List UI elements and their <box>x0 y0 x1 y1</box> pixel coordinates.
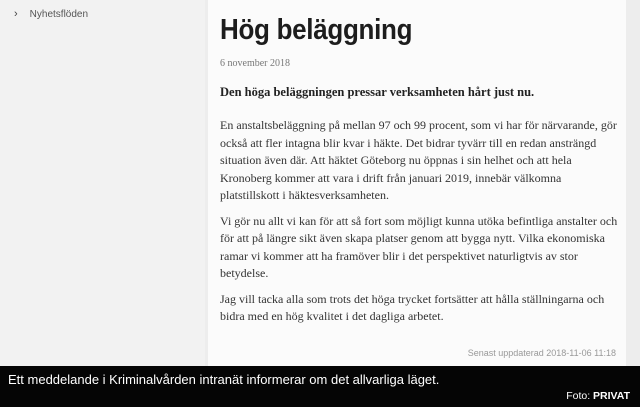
article-lead: Den höga beläggningen pressar verksamheten hårt just nu. <box>220 85 535 99</box>
article-paragraph: En anstaltsbeläggning på mellan 97 och 99 procent, som vi har för närvarande, gör också att fler intagna blir kvar i häkte. Det bidrar tyvärr till en redan ansträngd situation även där. Att häktet Göteborg nu öppnas i sin helhet och att hela Kronoberg kommer att vara i drift från januari 2019, innebär välkomna platstillskott i häktesverksamheten. <box>220 118 617 202</box>
last-updated: Senast uppdaterad 2018-11-06 11:18 <box>467 348 616 358</box>
sidebar-item-label: Nyhetsflöden <box>29 8 89 20</box>
chevron-right-icon: › <box>14 8 18 20</box>
sidebar <box>0 0 205 366</box>
article-title: Hög beläggning <box>220 12 413 46</box>
photo-credit-name: PRIVAT <box>593 390 630 402</box>
photo-caption: Ett meddelande i Kriminalvården intranät informerar om det allvarliga läget. <box>8 372 440 387</box>
photo-credit-prefix: Foto: <box>566 390 594 402</box>
article <box>208 0 626 366</box>
photo-credit <box>566 390 630 402</box>
caption-bar <box>0 366 640 407</box>
article-body <box>220 117 622 334</box>
sidebar-item-nyhetsfloden[interactable] <box>14 8 88 20</box>
article-paragraph: Vi gör nu allt vi kan för att så fort som möjligt kunna utöka befintliga anstalter och för att på längre sikt även skapa platser genom att bygga nytt. Vilka ekonomiska ramar vi kommer att ha framöver blir i det perspektivet naturligtvis av stor betydelse. <box>220 213 618 280</box>
article-paragraph: Jag vill tacka alla som trots det höga trycket fortsätter att hålla ställningarna och bidra med en hög kvalitet i det dagliga arbetet. <box>220 291 605 323</box>
article-date: 6 november 2018 <box>220 58 290 69</box>
